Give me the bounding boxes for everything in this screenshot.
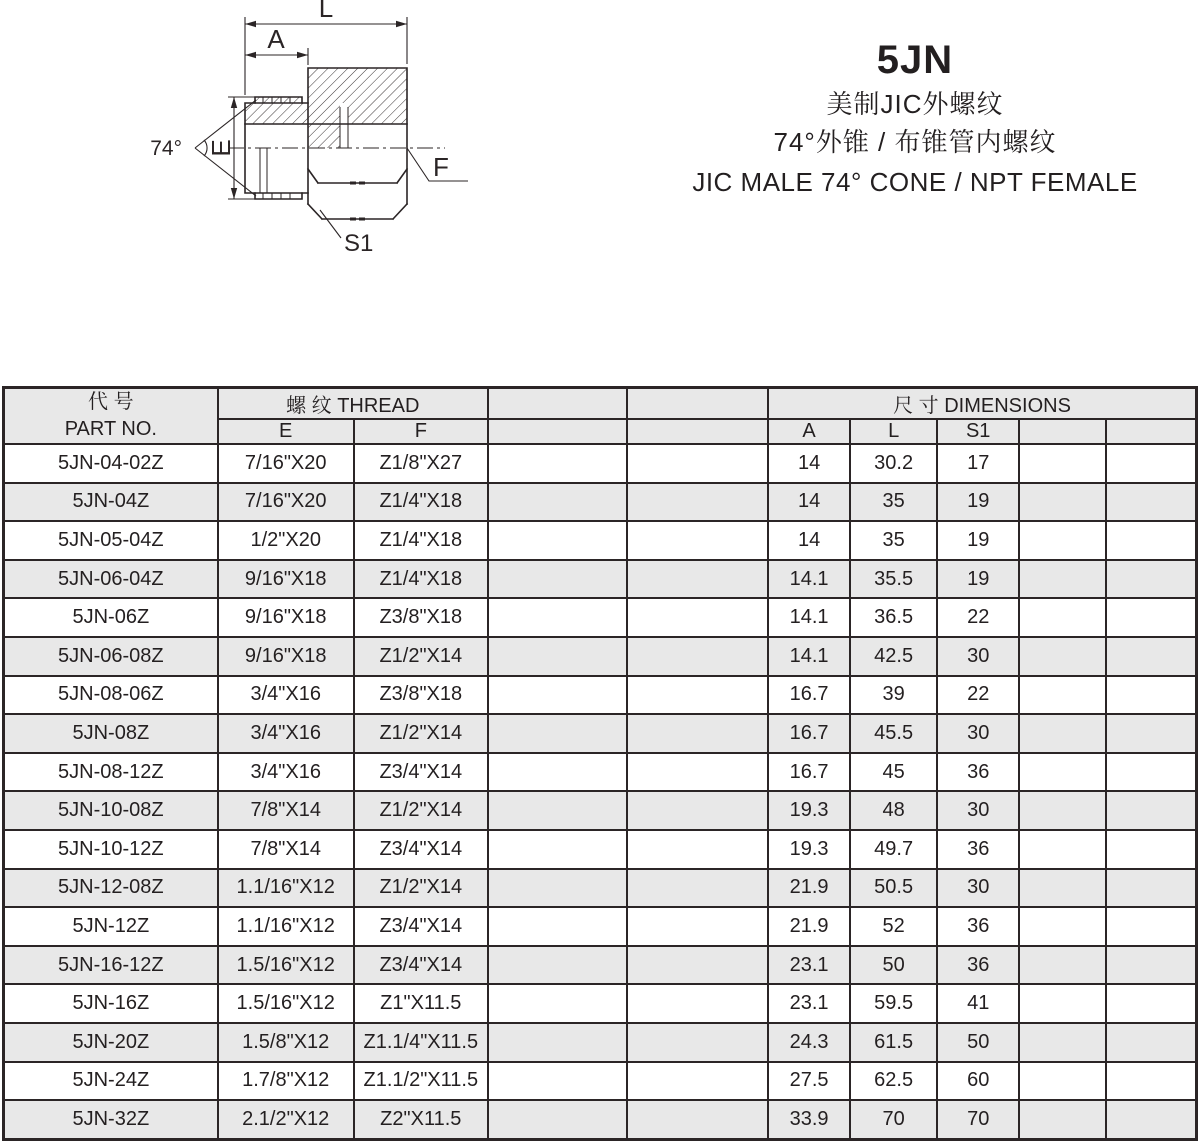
cell-part-no: 5JN-16Z [4,984,218,1023]
dim-label-e: E [206,139,236,157]
table-row [4,753,1197,792]
cell-blank [1106,714,1196,753]
cell-blank [1106,753,1196,792]
cell-blank [488,791,627,830]
cell-thread-f: Z3/4"X14 [354,907,488,946]
cell-blank [1019,946,1106,985]
subtitle-cn-1: 美制JIC外螺纹 [826,89,1004,119]
cell-part-no: 5JN-24Z [4,1062,218,1101]
cell-blank [1019,714,1106,753]
cell-blank [488,753,627,792]
cell-dim-s1: 36 [937,830,1019,869]
cell-part-no: 5JN-20Z [4,1023,218,1062]
cell-blank [627,637,768,676]
table-row [4,483,1197,522]
cell-blank [1019,907,1106,946]
cell-thread-e: 2.1/2"X12 [218,1100,354,1139]
cell-dim-l: 35 [850,483,937,522]
cell-blank [627,830,768,869]
dim-label-a: A [267,24,285,54]
cell-dim-s1: 36 [937,907,1019,946]
cell-blank [1106,1062,1196,1101]
cell-thread-f: Z1/8"X27 [354,444,488,483]
cell-dim-a: 33.9 [768,1100,850,1139]
cell-thread-f: Z1/2"X14 [354,714,488,753]
header-part-no [4,388,218,445]
cell-blank [1019,791,1106,830]
cell-blank [488,714,627,753]
cell-dim-a: 23.1 [768,984,850,1023]
cell-thread-f: Z1/4"X18 [354,521,488,560]
cell-blank [627,1100,768,1139]
cell-blank [488,1062,627,1101]
table-row [4,714,1197,753]
cell-part-no: 5JN-08Z [4,714,218,753]
cell-dim-l: 48 [850,791,937,830]
cell-dim-s1: 60 [937,1062,1019,1101]
cell-dim-a: 14 [768,444,850,483]
header-blank [1106,419,1196,444]
header-blank [488,388,627,420]
cell-blank [627,521,768,560]
cell-thread-f: Z1/2"X14 [354,869,488,908]
cell-dim-a: 14.1 [768,637,850,676]
cell-dim-s1: 19 [937,521,1019,560]
cell-blank [627,560,768,599]
cell-dim-l: 70 [850,1100,937,1139]
cell-blank [627,984,768,1023]
cell-dim-s1: 70 [937,1100,1019,1139]
cell-part-no: 5JN-08-12Z [4,753,218,792]
section-hatching [245,68,407,148]
cell-thread-e: 1.1/16"X12 [218,907,354,946]
cell-thread-f: Z1/2"X14 [354,791,488,830]
cell-dim-l: 61.5 [850,1023,937,1062]
cell-part-no: 5JN-06-08Z [4,637,218,676]
cell-blank [1019,984,1106,1023]
cell-dim-a: 23.1 [768,946,850,985]
cell-dim-s1: 30 [937,714,1019,753]
cell-thread-e: 9/16"X18 [218,560,354,599]
header-blank [627,419,768,444]
cell-blank [488,637,627,676]
dimensions-table [2,386,1198,1141]
cell-dim-s1: 19 [937,483,1019,522]
cell-blank [488,1023,627,1062]
dim-label-f: F [433,152,449,182]
cell-thread-e: 1.5/8"X12 [218,1023,354,1062]
header-col-e: E [218,419,354,444]
cell-thread-f: Z3/8"X18 [354,676,488,715]
cell-blank [627,444,768,483]
cell-dim-l: 50 [850,946,937,985]
cell-blank [1019,637,1106,676]
cell-thread-e: 7/16"X20 [218,483,354,522]
cell-blank [627,907,768,946]
table-wrap [2,386,1198,1141]
cell-blank [1019,676,1106,715]
cell-blank [1106,830,1196,869]
cell-dim-l: 52 [850,907,937,946]
cell-blank [627,714,768,753]
cell-dim-a: 24.3 [768,1023,850,1062]
cell-thread-f: Z1/2"X14 [354,637,488,676]
cell-part-no: 5JN-05-04Z [4,521,218,560]
cell-dim-a: 21.9 [768,869,850,908]
cell-thread-e: 9/16"X18 [218,637,354,676]
table-row [4,830,1197,869]
cell-blank [1019,521,1106,560]
header-dimensions: 尺 寸 DIMENSIONS [768,388,1196,420]
cell-blank [627,676,768,715]
cell-dim-a: 14 [768,483,850,522]
cell-blank [1106,483,1196,522]
cell-blank [1019,753,1106,792]
title-block [615,40,1200,196]
cell-dim-s1: 30 [937,791,1019,830]
cell-dim-s1: 19 [937,560,1019,599]
cell-part-no: 5JN-10-12Z [4,830,218,869]
cell-dim-s1: 22 [937,676,1019,715]
header-blank [627,388,768,420]
cell-dim-a: 14 [768,521,850,560]
cell-blank [1019,444,1106,483]
cell-thread-e: 1/2"X20 [218,521,354,560]
cell-blank [627,1062,768,1101]
header-blank [488,419,627,444]
cell-dim-l: 35 [850,521,937,560]
table-row [4,946,1197,985]
header-part-no-cn: 代 号 [88,391,134,413]
cell-blank [488,984,627,1023]
cell-thread-f: Z1/4"X18 [354,560,488,599]
cell-thread-e: 7/16"X20 [218,444,354,483]
cell-thread-f: Z3/4"X14 [354,830,488,869]
cell-blank [1019,869,1106,908]
table-row [4,560,1197,599]
cell-blank [627,483,768,522]
cell-dim-l: 50.5 [850,869,937,908]
header-thread: 螺 纹 THREAD [218,388,488,420]
table-row [4,637,1197,676]
cell-part-no: 5JN-06-04Z [4,560,218,599]
cell-dim-s1: 36 [937,753,1019,792]
subtitle-cn-2: 74°外锥 / 布锥管内螺纹 [773,127,1057,158]
cell-blank [1019,560,1106,599]
cell-blank [488,1100,627,1139]
cell-thread-f: Z1/4"X18 [354,483,488,522]
cell-dim-a: 16.7 [768,714,850,753]
dim-label-l: L [318,0,334,23]
dim-label-s1: S1 [344,230,374,257]
cell-part-no: 5JN-12-08Z [4,869,218,908]
cell-blank [488,444,627,483]
table-row [4,676,1197,715]
cell-dim-a: 14.1 [768,598,850,637]
cell-thread-e: 7/8"X14 [218,791,354,830]
cell-blank [1106,791,1196,830]
cell-blank [488,521,627,560]
cell-blank [1019,1062,1106,1101]
cell-blank [627,598,768,637]
cell-blank [488,907,627,946]
cell-dim-a: 16.7 [768,676,850,715]
cell-dim-s1: 30 [937,637,1019,676]
cell-dim-a: 19.3 [768,791,850,830]
cell-blank [1106,946,1196,985]
cell-dim-s1: 36 [937,946,1019,985]
cell-dim-a: 27.5 [768,1062,850,1101]
table-row [4,521,1197,560]
header-col-s1: S1 [937,419,1019,444]
cell-dim-l: 45 [850,753,937,792]
cell-blank [488,560,627,599]
cell-part-no: 5JN-10-08Z [4,791,218,830]
cell-thread-e: 1.1/16"X12 [218,869,354,908]
cell-blank [1019,483,1106,522]
cell-blank [1106,907,1196,946]
cell-blank [1106,1023,1196,1062]
table-body [4,444,1197,1140]
cell-thread-e: 3/4"X16 [218,676,354,715]
cell-blank [1019,1023,1106,1062]
cell-dim-s1: 22 [937,598,1019,637]
header-row-1 [4,388,1197,420]
cell-thread-e: 9/16"X18 [218,598,354,637]
cell-blank [1106,444,1196,483]
cell-part-no: 5JN-16-12Z [4,946,218,985]
cell-thread-e: 3/4"X16 [218,753,354,792]
cell-blank [488,946,627,985]
cell-part-no: 5JN-06Z [4,598,218,637]
cell-dim-a: 16.7 [768,753,850,792]
table-row [4,791,1197,830]
cell-blank [627,1023,768,1062]
header-col-a: A [768,419,850,444]
header-col-l: L [850,419,937,444]
table-row [4,984,1197,1023]
cell-dim-a: 14.1 [768,560,850,599]
table-row [4,1062,1197,1101]
cell-dim-l: 62.5 [850,1062,937,1101]
cell-blank [1106,984,1196,1023]
cell-dim-s1: 50 [937,1023,1019,1062]
cell-thread-e: 1.7/8"X12 [218,1062,354,1101]
cell-dim-l: 49.7 [850,830,937,869]
model-code: 5JN [876,38,954,82]
cell-blank [1106,637,1196,676]
cell-thread-e: 1.5/16"X12 [218,984,354,1023]
cell-thread-e: 3/4"X16 [218,714,354,753]
cell-thread-f: Z2"X11.5 [354,1100,488,1139]
cell-blank [488,676,627,715]
cell-dim-l: 39 [850,676,937,715]
cell-dim-l: 59.5 [850,984,937,1023]
cell-part-no: 5JN-32Z [4,1100,218,1139]
cell-blank [1106,560,1196,599]
technical-drawing [100,0,500,275]
cell-thread-f: Z3/4"X14 [354,753,488,792]
cell-dim-s1: 41 [937,984,1019,1023]
table-row [4,1100,1197,1139]
subtitle-en: JIC MALE 74° CONE / NPT FEMALE [692,166,1138,197]
cell-thread-f: Z3/4"X14 [354,946,488,985]
table-row [4,869,1197,908]
cell-blank [1106,676,1196,715]
cell-blank [627,946,768,985]
cell-blank [1019,830,1106,869]
header-part-no-en: PART NO. [64,418,157,440]
cell-blank [1106,521,1196,560]
cell-blank [488,483,627,522]
cell-thread-e: 1.5/16"X12 [218,946,354,985]
cell-thread-f: Z1.1/4"X11.5 [354,1023,488,1062]
header-col-f: F [354,419,488,444]
cell-blank [627,869,768,908]
cell-blank [1019,598,1106,637]
cell-blank [488,830,627,869]
cell-blank [488,869,627,908]
cell-dim-l: 42.5 [850,637,937,676]
cell-thread-e: 7/8"X14 [218,830,354,869]
cell-blank [1106,869,1196,908]
cell-part-no: 5JN-08-06Z [4,676,218,715]
cell-part-no: 5JN-12Z [4,907,218,946]
cell-dim-a: 19.3 [768,830,850,869]
cell-part-no: 5JN-04Z [4,483,218,522]
cell-dim-a: 21.9 [768,907,850,946]
cell-dim-s1: 30 [937,869,1019,908]
table-row [4,907,1197,946]
table-row [4,1023,1197,1062]
cell-dim-s1: 17 [937,444,1019,483]
table-row [4,444,1197,483]
cell-blank [1019,1100,1106,1139]
header-blank [1019,419,1106,444]
cell-blank [627,791,768,830]
cell-dim-l: 36.5 [850,598,937,637]
cell-part-no: 5JN-04-02Z [4,444,218,483]
cell-blank [1106,1100,1196,1139]
cell-blank [1106,598,1196,637]
hex-flat-marks [350,183,365,219]
table-row [4,598,1197,637]
cell-blank [488,598,627,637]
cell-dim-l: 30.2 [850,444,937,483]
cell-thread-f: Z1"X11.5 [354,984,488,1023]
cell-dim-l: 35.5 [850,560,937,599]
cell-blank [627,753,768,792]
cell-dim-l: 45.5 [850,714,937,753]
cell-thread-f: Z1.1/2"X11.5 [354,1062,488,1101]
angle-label: 74° [150,137,182,160]
cell-thread-f: Z3/8"X18 [354,598,488,637]
